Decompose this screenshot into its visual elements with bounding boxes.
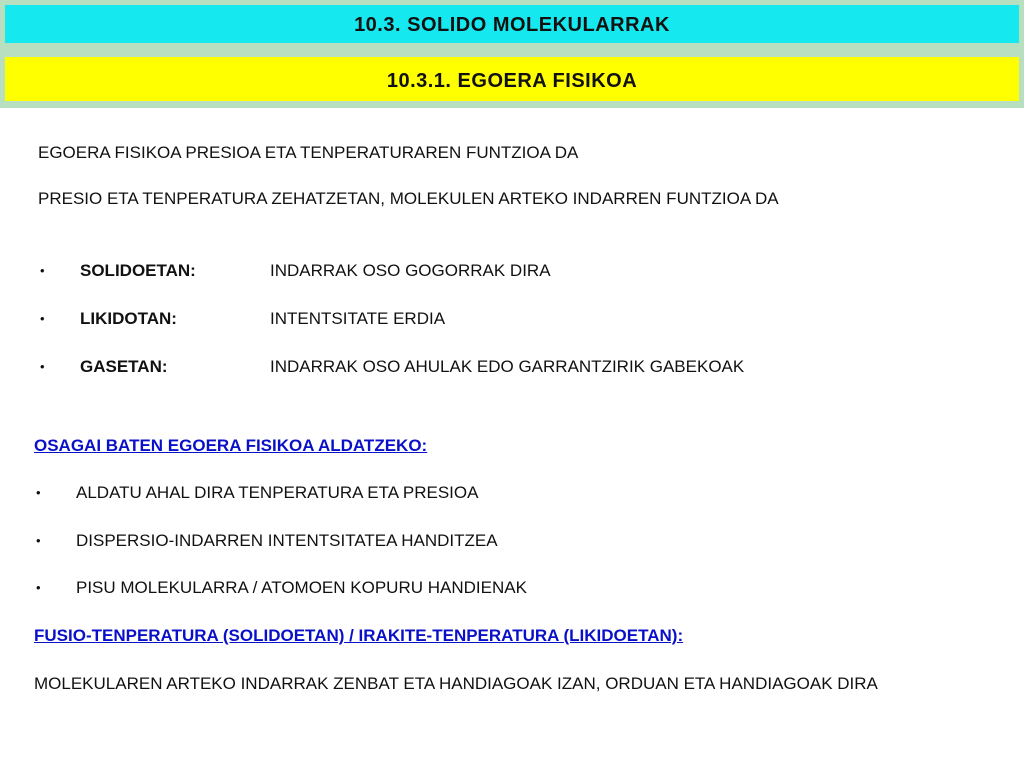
bullet-icon: •	[40, 311, 45, 326]
bullet-icon: •	[40, 263, 45, 278]
fusion-section-text: MOLEKULAREN ARTEKO INDARRAK ZENBAT ETA HANDIAGOAK IZAN, ORDUAN ETA HANDIAGOAK DIRA	[34, 674, 878, 693]
change-section-heading: OSAGAI BATEN EGOERA FISIKOA ALDATZEKO:	[34, 436, 428, 455]
bullet-icon: •	[36, 533, 41, 548]
intro-line-1: EGOERA FISIKOA PRESIOA ETA TENPERATURAREN FUNTZIOA DA	[38, 143, 579, 162]
state-label-gas: GASETAN:	[80, 357, 168, 376]
bullet-icon: •	[40, 359, 45, 374]
state-label-liquid: LIKIDOTAN:	[80, 309, 177, 328]
state-value-solid: INDARRAK OSO GOGORRAK DIRA	[270, 261, 551, 280]
bullet-icon: •	[36, 580, 41, 595]
state-label-solid: SOLIDOETAN:	[80, 261, 196, 280]
state-value-gas: INDARRAK OSO AHULAK EDO GARRANTZIRIK GABEKOAK	[270, 357, 745, 376]
page-title: 10.3. SOLIDO MOLEKULARRAK	[5, 5, 1019, 43]
fusion-section-heading: FUSIO-TENPERATURA (SOLIDOETAN) / IRAKITE-TENPERATURA (LIKIDOETAN):	[34, 626, 684, 645]
intro-line-2: PRESIO ETA TENPERATURA ZEHATZETAN, MOLEKULEN ARTEKO INDARREN FUNTZIOA DA	[38, 189, 779, 208]
section-subtitle: 10.3.1. EGOERA FISIKOA	[5, 57, 1019, 101]
state-value-liquid: INTENTSITATE ERDIA	[270, 309, 446, 328]
change-item-3: PISU MOLEKULARRA / ATOMOEN KOPURU HANDIENAK	[76, 578, 527, 597]
change-item-2: DISPERSIO-INDARREN INTENTSITATEA HANDITZEA	[76, 531, 498, 550]
bullet-icon: •	[36, 485, 41, 500]
change-item-1: ALDATU AHAL DIRA TENPERATURA ETA PRESIOA	[76, 483, 479, 502]
